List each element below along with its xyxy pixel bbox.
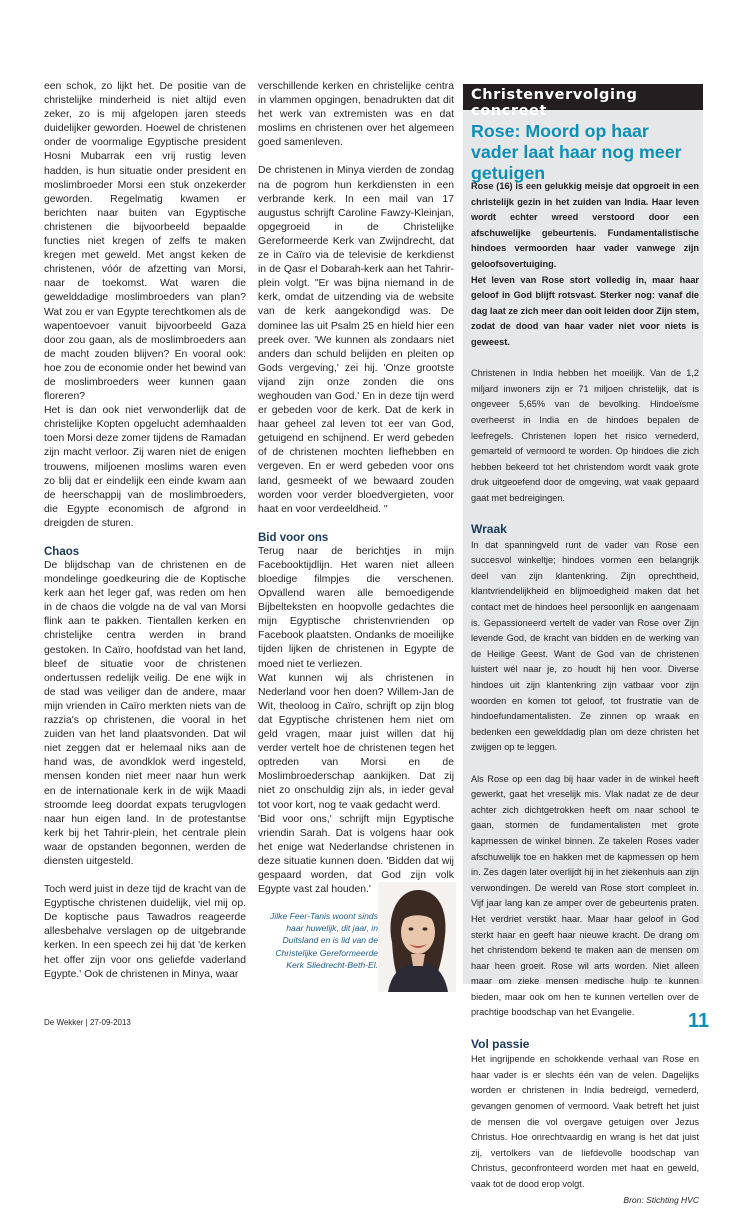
- paragraph: Toch werd juist in deze tijd de kracht van de Egyptische christenen duidelijk, viel mij op. De koptische paus Tawadros reageerde allesbehalve verslagen op de uitgebrande kerken. In een speech zei hij dat 'de kerken het offer zijn voor ons geliefde vaderland Egypte.' Ook de christenen in Minya, waar: [44, 884, 246, 980]
- source-credit: Bron: Stichting HVC: [623, 1194, 699, 1205]
- author-caption: Jilke Feer-Tanis woont sinds haar huwelijk, dit jaar, in Duitsland en is lid van de Christelijke Gereformeerde Kerk Sliedrecht-Beth-El.: [270, 911, 378, 970]
- paragraph: De blijdschap van de christenen en de mondelinge goedkeuring die de Koptische kerk aan het leger gaf, was reden om hen in de chaos die volgde na de val van Morsi flink aan te pakken. Tientallen kerken en christelijke centra werden in brand gestoken. In Caïro, hoofdstad van het land, bleef de situatie voor de christenen ondertussen redelijk veilig. De ene wijk in de stad was veiliger dan de andere, maar mijn vrienden in Caïro merkten niets van de razzia's op christenen, die vooral in het zuiden van het land plaatsvonden. Dat wil niet zeggen dat er helemaal niks aan de hand was, de avondklok werd ingesteld, mensen konden niet meer naar hun werk en de internationale kerk in de wijk Maadi stroomde leeg doordat expats terugvlogen naar hun eigen land. In de protestantse kerk bij het Tahrir-plein, het centrale plein waar de opstanden begonnen, werden de diensten uitgesteld.: [44, 560, 246, 867]
- paragraph: 'Bid voor ons,' schrijft mijn Egyptische vriendin Sarah. Dat is volgens haar ook het enige wat Nederlandse christenen in deze situatie kunnen doen. 'Bidden dat wij gespaard worden, dat God zijn volk Egypte vast zal houden.': [258, 813, 454, 896]
- publication-footer: De Wekker | 27-09-2013: [44, 1018, 131, 1027]
- intro-paragraph: Rose (16) is een gelukkig meisje dat opgroeit in een christelijk gezin in het zuiden van India. Haar leven wordt echter wreed verstoord door een afschuwelijke gebeurtenis. Fundamentalistische hindoes vermoorden haar vader vanwege zijn geloofsovertuiging.: [471, 181, 699, 269]
- page-number: 11: [688, 1010, 710, 1032]
- sidebar-title: Rose: Moord op haar vader laat haar nog meer getuigen: [471, 121, 682, 183]
- section-heading-wraak: Wraak: [471, 522, 507, 537]
- sidebar-header: [463, 84, 703, 119]
- paragraph: Het is dan ook niet verwonderlijk dat de christelijke Kopten opgelucht ademhaalden toen Morsi deze zomer tijdens de Ramadan zijn macht verloor. Zij waren niet de enigen trouwens, miljoenen moslims waren even zo blij dat er eindelijk een einde kwam aan de heerschappij van de moslimbroeders, die Egypte economisch de afgrond in dreigden de sturen.: [44, 405, 246, 529]
- intro-paragraph: Het leven van Rose stort volledig in, maar haar geloof in God blijft rotsvast. Sterker nog: vanaf die dag laat ze zich meer dan ooit leiden door Zijn stem, zodat de dood van haar vader niet voor niets is geweest.: [471, 274, 699, 347]
- paragraph: Het ingrijpende en schokkende verhaal van Rose en haar vader is er slechts één van de velen. Dagelijks worden er christenen in India bedreigd, vernederd, gevangen genomen of vermoord. Vaak betreft het juist de mensen die vol overgave getuigen over Jezus Christus. Hoe onrechtvaardig en wrang is het dat juist zij, vertolkers van de liefdevolle boodschap van Christus, geconfronteerd worden met haat en geweld, vaak tot de dood erop volgt.: [471, 1054, 699, 1189]
- paragraph: Als Rose op een dag bij haar vader in de winkel heeft gewerkt, gaat het vreselijk mis. Vlak nadat ze de deur achter zich dichtgetrokken heeft om naar school te gaan, stormen de fundamentalisten met grote kapmessen de winkel binnen. Ze takelen Roses vader afschuwelijk toe en hakken met de kapmessen op hem in. Zes dagen later overlijdt hij in het ziekenhuis aan zijn verwondingen. De wereld van Rose stort compleet in. Vijf jaar lang kan ze amper over de gebeurtenis praten. Het verdriet verstikt haar. Maar haar geloof in God sterkt haar en geeft haar nieuwe kracht. De drang om het christendom bekend te maken aan de mensen om haar heen groeit. Rose wil arts worden. Niet alleen maar om zieke mensen medische hulp te kunnen bieden, maar ook om hen te kunnen vertellen over de prachtige boodschap van het Evangelie.: [471, 773, 699, 1018]
- section-heading-vol-passie: Vol passie: [471, 1036, 530, 1051]
- paragraph: Christenen in India hebben het moeilijk. Van de 1,2 miljard inwoners zijn er 71 miljoen christelijk, dat is ongeveer 5,65% van de bevolking. Hindoeïsme overheerst in India en de hindoes bepalen de leefregels. Christenen lopen het risico vernederd, gemarteld of vermoord te worden. Op hindoes die zich hebben bekeerd tot het christendom wordt vaak grote druk uitgeoefend door de omgeving, wat vaak gepaard gaat met bedreigingen.: [471, 368, 699, 503]
- article-column-1: [44, 80, 246, 996]
- author-photo: [378, 882, 456, 992]
- paragraph: Terug naar de berichtjes in mijn Facebooktijdlijn. Het waren niet alleen bloedige filmpjes die verschenen. Opvallend waren alle bemoedigende Bijbelteksten en hoopvolle gedachtes die mijn Egyptische christenvrienden op Facebook plaatsten. Ondanks de moeilijke tijden lijken de christenen in Egypte de moed niet te verliezen.: [258, 545, 454, 670]
- section-heading-chaos: Chaos: [44, 546, 80, 558]
- paragraph: Wat kunnen wij als christenen in Nederland voor hen doen? Willem-Jan de Wit, theoloog in Caïro, schrijft op zijn blog dat Egyptische christenen hem niet om geld vragen, maar juist willen dat hij verder vertelt hoe de christenen tegen het optreden van Morsi en de Moslimbroederschap aankijken. Dat zij niet zo onschuldig zijn als, in ieder geval tot voor kort, nog te vaak gedacht werd.: [258, 672, 454, 811]
- paragraph: In dat spanningveld runt de vader van Rose een succesvol winkeltje; hindoes vormen een belangrijk deel van zijn klantenkring. Zijn oprechtheid, klantvriendelijkheid en blijmoedigheid maken dat het contact met de hindoes heel persoonlijk en aangenaam is. Gepassioneerd vertelt de vader van Rose over Zijn levende God, de kracht van bidden en de werking van de Heilige Geest. Want de God van de christenen luistert wél naar je, zo houdt hij hen voor. Diverse hindoes uit zijn klantenkring zijn vatbaar voor zijn woorden en komen tot geloof, tot frustratie van de hindoefundamentalisten. Ze zinnen op wraak en bedenken een gewelddadig plan om deze christen het zwijgen op te leggen.: [471, 539, 699, 753]
- section-heading-bid-voor-ons: Bid voor ons: [258, 531, 329, 544]
- sidebar-body: [471, 179, 699, 1224]
- article-column-2: [258, 80, 454, 911]
- sidebar-header-label: Christenvervolging concreet: [471, 87, 638, 119]
- paragraph: verschillende kerken en christelijke centra in vlammen opgingen, benadrukten dat dit het werk van extremisten was en dat moslims en christenen over het algemeen goed samenleven.: [258, 81, 454, 149]
- paragraph: De christenen in Minya vierden de zondag na de pogrom hun kerkdiensten in een verbrande kerk. In een mail van 17 augustus schrijft Caroline Fawzy-Kleinjan, opgegroeid in de Christelijke Gereformeerde Kerk van Zwijndrecht, dat ze in Caïro via de televisie de kerkdienst in de Qasr el Dobarah-kerk aan het Tahrir-plein volgt. "Er was bijna niemand in de kerk, omdat de uitzending via de website van de kerk aangekondigd was. De dominee las uit Psalm 25 en hield hier een preek over. 'We kunnen als zondaars niet anders dan schuld belijden en pleiten op Gods vergeving,' zei hij. 'Onze grootste vijand zijn onze zonden die ons weghouden van God.' En in deze tijn werd er gebeden voor de kerk. Dat de kerk in haar geheel zal leven tot eer van God, getuigend en schijnend. Er werd gebeden of de christenen mochten liefhebben en vergeven. En er werd gebeden voor ons land, gesmeekt of we bewaard zouden worden voor verder bloedvergieten, voor haat en voor verdeeldheid. ": [258, 165, 454, 515]
- paragraph: een schok, zo lijkt het. De positie van de christelijke minderheid is niet altijd even zeker, zo is mij afgelopen jaren steeds duidelijker geworden. Hoewel de christenen onder de voormalige Egyptische president Hosni Mubarrak een vrij rustig leven hadden, is hun situatie onder president en moslimbroeder Morsi een stuk onzekerder geworden. Regelmatig kwamen er berichten naar buiten van Egyptische christenen die bijvoorbeeld bepaalde functies niet kregen of zelfs te maken kregen met geweld. Met angst keken de christenen, vóór de afzetting van Morsi, naar de toekomst. Wat waren die gewelddadige moslimbroeders van plan? Wat zou er van Egypte terechtkomen als de wapentoevoer vanuit bijvoorbeeld Gaza door zou gaan, als de moslimbroeders aan de macht zouden blijven? En vooral ook: hoe zou de economie onder het bewind van de moslimbroeders weer kunnen gaan floreren?: [44, 81, 246, 403]
